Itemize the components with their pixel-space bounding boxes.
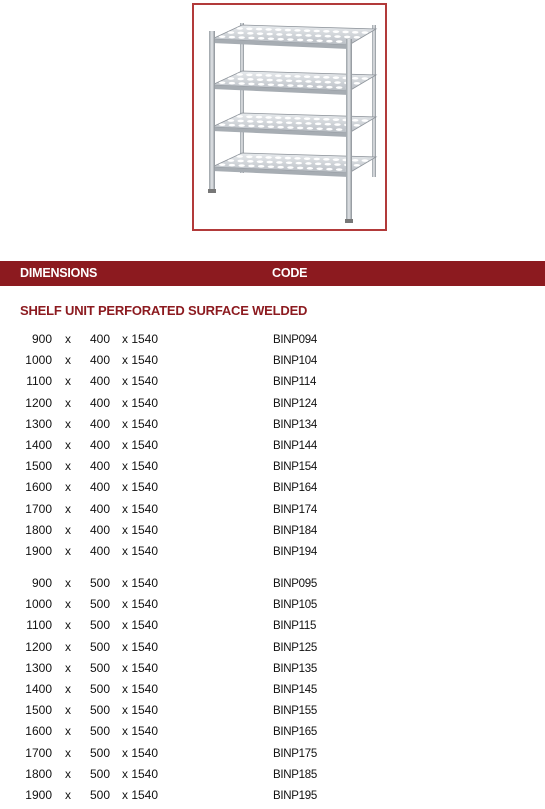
perforation-hole — [352, 31, 358, 34]
table-row — [0, 597, 545, 615]
perforation-hole — [266, 161, 272, 164]
perforation-hole — [314, 118, 320, 121]
height-value: x 1540 — [122, 374, 159, 389]
height-value: x 1540 — [122, 438, 159, 452]
width-value: 1600 — [25, 724, 52, 739]
height-value: x 1540 — [122, 597, 159, 612]
perforation-hole — [268, 37, 274, 40]
table-row — [0, 767, 545, 785]
table-row — [0, 438, 545, 456]
perforation-hole — [265, 156, 271, 159]
perforation-hole — [287, 38, 293, 41]
product-code: BINP105 — [273, 599, 317, 612]
perforation-hole — [246, 115, 252, 118]
separator-x: x — [65, 724, 71, 739]
height-value: x 1540 — [122, 459, 159, 474]
product-code: BINP095 — [273, 578, 317, 590]
product-code: BINP124 — [273, 397, 317, 410]
perforation-hole — [304, 29, 310, 32]
product-code: BINP174 — [273, 503, 317, 516]
height-value: x 1540 — [122, 660, 159, 675]
perforation-hole — [257, 160, 263, 163]
perforation-hole — [256, 74, 262, 77]
perforation-hole — [304, 117, 310, 120]
height-value: x 1540 — [122, 745, 159, 760]
perforation-hole — [247, 120, 253, 123]
perforation-hole — [325, 163, 331, 166]
product-code: BINP134 — [273, 418, 317, 431]
width-value: 1200 — [25, 395, 52, 410]
perforation-hole — [256, 156, 262, 159]
perforation-hole — [229, 124, 235, 127]
depth-value: 500 — [90, 597, 111, 612]
separator-x: x — [65, 544, 71, 558]
perforation-hole — [228, 159, 234, 162]
table-row — [0, 640, 545, 658]
width-value: 1800 — [25, 522, 52, 537]
perforation-hole — [286, 161, 292, 164]
depth-value: 500 — [90, 766, 111, 781]
perforation-hole — [326, 128, 332, 131]
perforation-hole — [315, 35, 321, 38]
perforation-hole — [314, 76, 320, 79]
perforation-hole — [354, 124, 360, 127]
perforation-hole — [228, 119, 234, 122]
table-row — [0, 374, 545, 392]
depth-value: 400 — [90, 353, 111, 368]
perforation-hole — [325, 81, 331, 84]
perforation-hole — [287, 84, 293, 87]
table-row — [0, 661, 545, 679]
width-value: 1300 — [25, 660, 52, 675]
table-row — [0, 724, 545, 742]
product-code: BINP185 — [273, 768, 317, 781]
perforation-hole — [268, 165, 274, 168]
product-code: BINP125 — [273, 641, 317, 654]
perforation-hole — [323, 76, 329, 79]
perforation-hole — [362, 77, 368, 80]
height-value: x 1540 — [122, 480, 159, 495]
perforation-hole — [265, 28, 271, 31]
depth-value: 500 — [90, 576, 111, 590]
perforation-hole — [276, 79, 282, 82]
table-row — [0, 746, 545, 764]
perforation-hole — [275, 116, 281, 119]
perforation-hole — [333, 76, 339, 79]
separator-x: x — [65, 597, 71, 612]
perforation-hole — [316, 127, 322, 130]
perforation-hole — [277, 126, 283, 129]
perforation-hole — [256, 28, 262, 31]
width-value: 1600 — [25, 480, 52, 495]
perforation-hole — [258, 125, 264, 128]
perforation-hole — [323, 158, 329, 161]
perforation-hole — [265, 74, 271, 77]
perforation-hole — [266, 121, 272, 124]
perforation-hole — [247, 78, 253, 81]
product-code: BINP194 — [273, 546, 317, 558]
separator-x: x — [65, 395, 71, 410]
table-row — [0, 576, 545, 594]
width-value: 1400 — [25, 438, 52, 452]
perforation-hole — [296, 162, 302, 165]
perforation-hole — [294, 117, 300, 120]
depth-value: 500 — [90, 618, 111, 633]
height-value: x 1540 — [122, 544, 159, 558]
perforation-hole — [276, 121, 282, 124]
perforation-hole — [297, 127, 303, 130]
perforation-hole — [285, 75, 291, 78]
width-value: 1700 — [25, 501, 52, 516]
width-value: 1300 — [25, 416, 52, 431]
height-value: x 1540 — [122, 416, 159, 431]
depth-value: 400 — [90, 416, 111, 431]
separator-x: x — [65, 703, 71, 718]
perforation-hole — [333, 158, 339, 161]
width-value: 1500 — [25, 459, 52, 474]
perforation-hole — [275, 156, 281, 159]
perforation-hole — [334, 123, 340, 126]
perforation-hole — [294, 75, 300, 78]
table-row — [0, 417, 545, 435]
perforation-hole — [354, 164, 360, 167]
table-row — [0, 396, 545, 414]
separator-x: x — [65, 501, 71, 516]
perforation-hole — [229, 82, 235, 85]
perforation-hole — [286, 33, 292, 36]
height-value: x 1540 — [122, 724, 159, 739]
perforation-hole — [296, 34, 302, 37]
perforation-hole — [277, 38, 283, 41]
perforation-hole — [325, 123, 331, 126]
table-row — [0, 459, 545, 477]
width-value: 1000 — [25, 597, 52, 612]
depth-value: 500 — [90, 660, 111, 675]
perforation-hole — [316, 85, 322, 88]
perforation-hole — [362, 31, 368, 34]
depth-value: 400 — [90, 459, 111, 474]
perforation-hole — [297, 167, 303, 170]
product-code: BINP144 — [273, 440, 317, 452]
perforation-hole — [307, 85, 313, 88]
perforation-hole — [294, 157, 300, 160]
perforation-hole — [326, 40, 332, 43]
perforation-hole — [257, 120, 263, 123]
perforation-hole — [305, 162, 311, 165]
perforation-hole — [246, 27, 252, 30]
perforation-hole — [344, 36, 350, 39]
perforation-hole — [246, 155, 252, 158]
width-value: 1700 — [25, 745, 52, 760]
perforation-hole — [237, 160, 243, 163]
table-row — [0, 480, 545, 498]
width-value: 1100 — [26, 374, 52, 389]
perforation-hole — [248, 37, 254, 40]
height-value: x 1540 — [122, 618, 159, 633]
perforation-hole — [228, 77, 234, 80]
separator-x: x — [65, 416, 71, 431]
perforation-hole — [286, 79, 292, 82]
depth-value: 400 — [90, 438, 111, 452]
product-code: BINP155 — [273, 705, 317, 718]
section-title: SHELF UNIT PERFORATED SURFACE WELDED — [20, 303, 308, 318]
perforation-hole — [229, 36, 235, 39]
height-value: x 1540 — [122, 501, 159, 516]
perforation-hole — [333, 30, 339, 33]
perforation-hole — [268, 125, 274, 128]
perforation-hole — [258, 165, 264, 168]
height-value: x 1540 — [122, 682, 159, 696]
table-row — [0, 788, 545, 806]
height-value: x 1540 — [122, 766, 159, 781]
width-value: 1000 — [25, 353, 52, 368]
perforation-hole — [258, 83, 264, 86]
product-code: BINP114 — [273, 376, 317, 389]
perforation-hole — [307, 167, 313, 170]
height-value: x 1540 — [122, 639, 159, 654]
perforation-hole — [316, 39, 322, 42]
separator-x: x — [65, 459, 71, 474]
separator-x: x — [65, 522, 71, 537]
product-code: BINP175 — [273, 747, 317, 760]
separator-x: x — [65, 374, 71, 389]
perforation-hole — [326, 168, 332, 171]
depth-value: 400 — [90, 332, 111, 346]
table-header-bar — [0, 261, 545, 286]
separator-x: x — [65, 766, 71, 781]
table-row — [0, 502, 545, 520]
perforation-hole — [266, 79, 272, 82]
perforation-hole — [248, 125, 254, 128]
width-value: 1500 — [25, 703, 52, 718]
width-value: 1400 — [25, 682, 52, 696]
perforation-hole — [286, 121, 292, 124]
perforation-hole — [307, 127, 313, 130]
perforation-hole — [305, 80, 311, 83]
perforation-hole — [219, 81, 225, 84]
perforation-hole — [277, 166, 283, 169]
perforation-hole — [238, 36, 244, 39]
product-code: BINP094 — [273, 334, 317, 346]
table-row — [0, 682, 545, 700]
perforation-hole — [285, 29, 291, 32]
perforation-hole — [315, 81, 321, 84]
perforation-hole — [334, 81, 340, 84]
perforation-hole — [287, 126, 293, 129]
perforation-hole — [237, 32, 243, 35]
perforation-hole — [228, 31, 234, 34]
height-value: x 1540 — [122, 703, 159, 718]
perforation-hole — [297, 85, 303, 88]
height-value: x 1540 — [122, 353, 159, 368]
perforation-hole — [238, 124, 244, 127]
perforation-hole — [285, 117, 291, 120]
perforation-hole — [342, 31, 348, 34]
product-code: BINP154 — [273, 461, 317, 474]
perforation-hole — [277, 84, 283, 87]
perforation-hole — [315, 123, 321, 126]
width-value: 1800 — [25, 766, 52, 781]
depth-value: 500 — [90, 703, 111, 718]
perforation-hole — [237, 120, 243, 123]
perforation-hole — [304, 75, 310, 78]
perforation-hole — [352, 159, 358, 162]
perforation-hole — [276, 161, 282, 164]
product-code: BINP135 — [273, 662, 317, 675]
perforation-hole — [362, 159, 368, 162]
perforation-hole — [237, 73, 243, 76]
perforation-hole — [237, 155, 243, 158]
depth-value: 400 — [90, 501, 111, 516]
width-value: 1900 — [25, 544, 52, 558]
depth-value: 500 — [90, 745, 111, 760]
product-code: BINP104 — [273, 355, 317, 368]
separator-x: x — [65, 438, 71, 452]
perforation-hole — [305, 34, 311, 37]
perforation-hole — [238, 164, 244, 167]
width-value: 1100 — [26, 618, 52, 633]
perforation-hole — [287, 166, 293, 169]
perforation-hole — [307, 39, 313, 42]
table-row — [0, 544, 545, 562]
perforation-hole — [276, 33, 282, 36]
depth-value: 500 — [90, 682, 111, 696]
perforation-hole — [237, 78, 243, 81]
separator-x: x — [65, 332, 71, 346]
height-value: x 1540 — [122, 522, 159, 537]
width-value: 900 — [31, 576, 52, 590]
product-code: BINP164 — [273, 482, 317, 495]
separator-x: x — [65, 788, 71, 802]
perforation-hole — [334, 163, 340, 166]
height-value: x 1540 — [122, 576, 159, 590]
perforation-hole — [248, 165, 254, 168]
perforation-hole — [354, 82, 360, 85]
perforation-hole — [219, 163, 225, 166]
product-code: BINP165 — [273, 726, 317, 739]
perforation-hole — [334, 35, 340, 38]
perforation-hole — [258, 37, 264, 40]
table-row — [0, 618, 545, 636]
perforation-hole — [265, 116, 271, 119]
perforation-hole — [336, 168, 342, 171]
depth-value: 400 — [90, 480, 111, 495]
perforation-hole — [256, 116, 262, 119]
height-value: x 1540 — [122, 395, 159, 410]
perforation-hole — [296, 122, 302, 125]
perforation-hole — [237, 27, 243, 30]
perforation-hole — [247, 160, 253, 163]
perforation-hole — [219, 35, 225, 38]
perforation-hole — [297, 39, 303, 42]
perforation-hole — [246, 73, 252, 76]
perforation-hole — [257, 78, 263, 81]
perforation-hole — [314, 30, 320, 33]
table-row — [0, 353, 545, 371]
depth-value: 500 — [90, 724, 111, 739]
perforation-hole — [219, 123, 225, 126]
separator-x: x — [65, 660, 71, 675]
table-row — [0, 332, 545, 350]
perforation-hole — [323, 118, 329, 121]
perforation-hole — [285, 157, 291, 160]
separator-x: x — [65, 480, 71, 495]
perforation-hole — [316, 167, 322, 170]
perforation-hole — [294, 29, 300, 32]
perforation-hole — [315, 163, 321, 166]
depth-value: 400 — [90, 395, 111, 410]
separator-x: x — [65, 353, 71, 368]
product-code: BINP145 — [273, 684, 317, 696]
perforation-hole — [362, 119, 368, 122]
table-row — [0, 523, 545, 541]
perforation-hole — [238, 82, 244, 85]
perforation-hole — [333, 118, 339, 121]
width-value: 1200 — [25, 639, 52, 654]
perforation-hole — [247, 32, 253, 35]
height-value: x 1540 — [122, 332, 159, 346]
separator-x: x — [65, 639, 71, 654]
perforation-hole — [257, 32, 263, 35]
depth-value: 400 — [90, 522, 111, 537]
depth-value: 500 — [90, 639, 111, 654]
table-row — [0, 703, 545, 721]
separator-x: x — [65, 682, 71, 696]
perforation-hole — [248, 83, 254, 86]
perforation-hole — [275, 74, 281, 77]
perforation-hole — [229, 164, 235, 167]
perforation-hole — [304, 157, 310, 160]
product-code: BINP195 — [273, 790, 317, 802]
separator-x: x — [65, 618, 71, 633]
perforation-hole — [296, 80, 302, 83]
perforation-hole — [354, 36, 360, 39]
product-image-frame — [192, 3, 387, 231]
perforation-hole — [336, 128, 342, 131]
dimensions-column-header: DIMENSIONS — [20, 266, 98, 280]
perforation-hole — [352, 77, 358, 80]
width-value: 1900 — [25, 788, 52, 802]
depth-value: 500 — [90, 788, 111, 802]
perforation-hole — [326, 86, 332, 89]
perforation-hole — [336, 40, 342, 43]
perforation-hole — [266, 33, 272, 36]
perforation-hole — [305, 122, 311, 125]
separator-x: x — [65, 745, 71, 760]
height-value: x 1540 — [122, 788, 159, 802]
perforation-hole — [268, 83, 274, 86]
width-value: 900 — [31, 332, 52, 346]
perforation-hole — [314, 158, 320, 161]
code-column-header: CODE — [272, 266, 308, 280]
product-code: BINP184 — [273, 524, 317, 537]
perforation-hole — [352, 119, 358, 122]
perforation-hole — [237, 115, 243, 118]
separator-x: x — [65, 576, 71, 590]
depth-value: 400 — [90, 544, 111, 558]
depth-value: 400 — [90, 374, 111, 389]
shelf-unit-image — [194, 5, 385, 229]
perforation-hole — [336, 86, 342, 89]
product-code: BINP115 — [273, 620, 317, 633]
perforation-hole — [325, 35, 331, 38]
perforation-hole — [275, 28, 281, 31]
perforation-hole — [323, 30, 329, 33]
